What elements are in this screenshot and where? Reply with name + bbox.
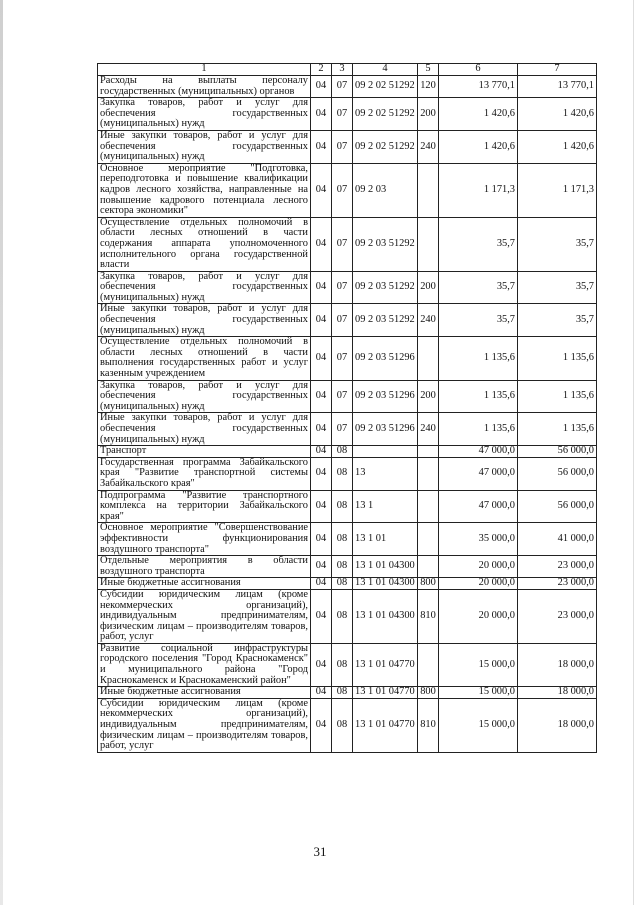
- column-number-row: [98, 64, 597, 76]
- column-number: 5: [418, 64, 439, 76]
- row-target-article: 13 1 01 04770: [353, 687, 418, 699]
- row-name: Подпрограмма "Развитие транспортного комплекса на территории Забайкальского края": [98, 490, 311, 523]
- row-sum-year2: 56 000,0: [518, 446, 597, 458]
- row-target-article: 13 1 01 04300: [353, 589, 418, 643]
- row-target-article: 13 1: [353, 490, 418, 523]
- row-sum-year1: 15 000,0: [439, 698, 518, 752]
- row-subsection: 07: [332, 380, 353, 413]
- row-expense-type: 200: [418, 380, 439, 413]
- row-expense-type: 240: [418, 413, 439, 446]
- row-expense-type: 200: [418, 98, 439, 131]
- row-subsection: 07: [332, 304, 353, 337]
- row-sum-year1: 47 000,0: [439, 490, 518, 523]
- row-sum-year1: 20 000,0: [439, 589, 518, 643]
- table-row: [98, 490, 597, 523]
- row-subsection: 08: [332, 589, 353, 643]
- row-sum-year1: 35 000,0: [439, 523, 518, 556]
- row-expense-type: [418, 337, 439, 380]
- row-sum-year1: 1 135,6: [439, 337, 518, 380]
- row-section: 04: [311, 446, 332, 458]
- row-subsection: 08: [332, 698, 353, 752]
- row-expense-type: 810: [418, 589, 439, 643]
- row-target-article: 13 1 01 04300: [353, 556, 418, 578]
- table-row: [98, 380, 597, 413]
- row-sum-year2: 56 000,0: [518, 457, 597, 490]
- row-name: Транспорт: [98, 446, 311, 458]
- row-name: Расходы на выплаты персоналу государственных (муниципальных) органов: [98, 76, 311, 98]
- scan-right-edge: [633, 0, 634, 905]
- row-target-article: 09 2 02 51292: [353, 76, 418, 98]
- row-expense-type: 810: [418, 698, 439, 752]
- table-row: [98, 687, 597, 699]
- table-row: [98, 578, 597, 590]
- row-subsection: 07: [332, 413, 353, 446]
- row-name: Иные бюджетные ассигнования: [98, 578, 311, 590]
- row-subsection: 08: [332, 578, 353, 590]
- row-sum-year1: 47 000,0: [439, 457, 518, 490]
- row-sum-year2: 1 135,6: [518, 380, 597, 413]
- row-sum-year2: 35,7: [518, 304, 597, 337]
- row-subsection: 07: [332, 76, 353, 98]
- row-section: 04: [311, 217, 332, 271]
- row-name: Осуществление отдельных полномочий в области лесных отношений в части содержания аппарата уполномоченного исполнительного органа государственной власти: [98, 217, 311, 271]
- row-target-article: 09 2 03 51292: [353, 271, 418, 304]
- row-target-article: 09 2 03 51296: [353, 380, 418, 413]
- row-section: 04: [311, 578, 332, 590]
- row-section: 04: [311, 271, 332, 304]
- row-expense-type: [418, 523, 439, 556]
- row-sum-year1: 35,7: [439, 271, 518, 304]
- row-sum-year2: 13 770,1: [518, 76, 597, 98]
- row-sum-year2: 35,7: [518, 271, 597, 304]
- page-number: 31: [313, 844, 327, 859]
- row-section: 04: [311, 589, 332, 643]
- row-subsection: 08: [332, 556, 353, 578]
- row-sum-year1: 1 135,6: [439, 380, 518, 413]
- column-number: 4: [353, 64, 418, 76]
- row-sum-year1: 35,7: [439, 304, 518, 337]
- row-sum-year1: 1 420,6: [439, 130, 518, 163]
- row-sum-year2: 1 420,6: [518, 130, 597, 163]
- row-expense-type: 240: [418, 304, 439, 337]
- row-expense-type: [418, 446, 439, 458]
- row-expense-type: 800: [418, 687, 439, 699]
- row-sum-year2: 1 420,6: [518, 98, 597, 131]
- row-expense-type: 200: [418, 271, 439, 304]
- row-section: 04: [311, 163, 332, 217]
- row-section: 04: [311, 523, 332, 556]
- column-number: 1: [98, 64, 311, 76]
- row-subsection: 07: [332, 217, 353, 271]
- row-section: 04: [311, 76, 332, 98]
- row-subsection: 07: [332, 163, 353, 217]
- table-row: [98, 130, 597, 163]
- row-subsection: 08: [332, 687, 353, 699]
- row-section: 04: [311, 687, 332, 699]
- scan-left-edge: [0, 0, 3, 905]
- row-sum-year1: 20 000,0: [439, 556, 518, 578]
- row-sum-year2: 23 000,0: [518, 556, 597, 578]
- row-name: Государственная программа Забайкальского края "Развитие транспортной системы Забайкальского края": [98, 457, 311, 490]
- row-target-article: 09 2 03 51292: [353, 217, 418, 271]
- row-target-article: 13 1 01 04770: [353, 698, 418, 752]
- table-row: [98, 523, 597, 556]
- row-expense-type: [418, 643, 439, 686]
- row-subsection: 08: [332, 490, 353, 523]
- row-sum-year2: 18 000,0: [518, 698, 597, 752]
- row-section: 04: [311, 556, 332, 578]
- budget-table: [97, 63, 597, 753]
- row-sum-year2: 1 135,6: [518, 413, 597, 446]
- table-row: [98, 337, 597, 380]
- row-sum-year2: 23 000,0: [518, 589, 597, 643]
- row-expense-type: [418, 163, 439, 217]
- row-expense-type: 120: [418, 76, 439, 98]
- row-sum-year2: 18 000,0: [518, 687, 597, 699]
- row-target-article: 13: [353, 457, 418, 490]
- row-name: Субсидии юридическим лицам (кроме некоммерческих организаций), индивидуальным предпринимателям, физическим лицам – производителям товаров, работ, услуг: [98, 698, 311, 752]
- row-expense-type: [418, 556, 439, 578]
- row-name: Закупка товаров, работ и услуг для обеспечения государственных (муниципальных) нужд: [98, 380, 311, 413]
- row-subsection: 07: [332, 337, 353, 380]
- row-name: Иные бюджетные ассигнования: [98, 687, 311, 699]
- table-body: [98, 76, 597, 753]
- column-number: 3: [332, 64, 353, 76]
- row-target-article: 09 2 03 51292: [353, 304, 418, 337]
- row-name: Осуществление отдельных полномочий в области лесных отношений в части выполнения государственных работ и услуг казенным учреждением: [98, 337, 311, 380]
- row-expense-type: 800: [418, 578, 439, 590]
- row-sum-year2: 41 000,0: [518, 523, 597, 556]
- row-subsection: 07: [332, 130, 353, 163]
- row-subsection: 08: [332, 643, 353, 686]
- table-row: [98, 217, 597, 271]
- row-name: Основное мероприятие "Совершенствование эффективности функционирования воздушного транспорта": [98, 523, 311, 556]
- row-sum-year2: 23 000,0: [518, 578, 597, 590]
- table-row: [98, 457, 597, 490]
- row-sum-year1: 13 770,1: [439, 76, 518, 98]
- row-name: Отдельные мероприятия в области воздушного транспорта: [98, 556, 311, 578]
- row-sum-year1: 35,7: [439, 217, 518, 271]
- row-name: Основное мероприятие "Подготовка, переподготовка и повышение квалификации кадров лесного хозяйства, направленные на повышение кадрового потенциала лесного сектора экономики": [98, 163, 311, 217]
- row-section: 04: [311, 698, 332, 752]
- row-sum-year2: 1 135,6: [518, 337, 597, 380]
- row-expense-type: [418, 490, 439, 523]
- table-row: [98, 446, 597, 458]
- row-subsection: 08: [332, 446, 353, 458]
- table-row: [98, 556, 597, 578]
- row-target-article: 09 2 02 51292: [353, 98, 418, 131]
- table-row: [98, 304, 597, 337]
- row-target-article: 09 2 03 51296: [353, 337, 418, 380]
- row-sum-year2: 56 000,0: [518, 490, 597, 523]
- row-sum-year2: 1 171,3: [518, 163, 597, 217]
- table-row: [98, 589, 597, 643]
- row-section: 04: [311, 380, 332, 413]
- row-section: 04: [311, 130, 332, 163]
- table-row: [98, 698, 597, 752]
- row-sum-year2: 18 000,0: [518, 643, 597, 686]
- row-section: 04: [311, 337, 332, 380]
- table-row: [98, 643, 597, 686]
- column-number: 2: [311, 64, 332, 76]
- row-sum-year1: 47 000,0: [439, 446, 518, 458]
- row-section: 04: [311, 490, 332, 523]
- row-expense-type: 240: [418, 130, 439, 163]
- row-name: Иные закупки товаров, работ и услуг для обеспечения государственных (муниципальных) нужд: [98, 304, 311, 337]
- row-sum-year1: 15 000,0: [439, 643, 518, 686]
- row-expense-type: [418, 457, 439, 490]
- row-target-article: 13 1 01: [353, 523, 418, 556]
- row-name: Развитие социальной инфраструктуры городского поселения "Город Краснокаменск" и муниципального района "Город Краснокаменск и Краснокаменский район": [98, 643, 311, 686]
- row-target-article: [353, 446, 418, 458]
- column-number: 6: [439, 64, 518, 76]
- table-row: [98, 163, 597, 217]
- row-target-article: 09 2 03 51296: [353, 413, 418, 446]
- row-subsection: 08: [332, 457, 353, 490]
- table-row: [98, 98, 597, 131]
- row-sum-year1: 1 420,6: [439, 98, 518, 131]
- row-target-article: 09 2 02 51292: [353, 130, 418, 163]
- row-section: 04: [311, 643, 332, 686]
- row-target-article: 13 1 01 04300: [353, 578, 418, 590]
- row-section: 04: [311, 98, 332, 131]
- row-expense-type: [418, 217, 439, 271]
- table-row: [98, 413, 597, 446]
- row-sum-year1: 1 135,6: [439, 413, 518, 446]
- row-subsection: 08: [332, 523, 353, 556]
- row-name: Закупка товаров, работ и услуг для обеспечения государственных (муниципальных) нужд: [98, 271, 311, 304]
- row-sum-year1: 1 171,3: [439, 163, 518, 217]
- row-name: Закупка товаров, работ и услуг для обеспечения государственных (муниципальных) нужд: [98, 98, 311, 131]
- row-target-article: 09 2 03: [353, 163, 418, 217]
- row-sum-year1: 20 000,0: [439, 578, 518, 590]
- row-name: Иные закупки товаров, работ и услуг для обеспечения государственных (муниципальных) нужд: [98, 130, 311, 163]
- row-target-article: 13 1 01 04770: [353, 643, 418, 686]
- row-section: 04: [311, 304, 332, 337]
- row-name: Иные закупки товаров, работ и услуг для обеспечения государственных (муниципальных) нужд: [98, 413, 311, 446]
- table-row: [98, 76, 597, 98]
- row-subsection: 07: [332, 98, 353, 131]
- row-sum-year2: 35,7: [518, 217, 597, 271]
- row-subsection: 07: [332, 271, 353, 304]
- column-number: 7: [518, 64, 597, 76]
- table-row: [98, 271, 597, 304]
- row-sum-year1: 15 000,0: [439, 687, 518, 699]
- row-name: Субсидии юридическим лицам (кроме некоммерческих организаций), индивидуальным предпринимателям, физическим лицам – производителям товаров, работ, услуг: [98, 589, 311, 643]
- row-section: 04: [311, 457, 332, 490]
- row-section: 04: [311, 413, 332, 446]
